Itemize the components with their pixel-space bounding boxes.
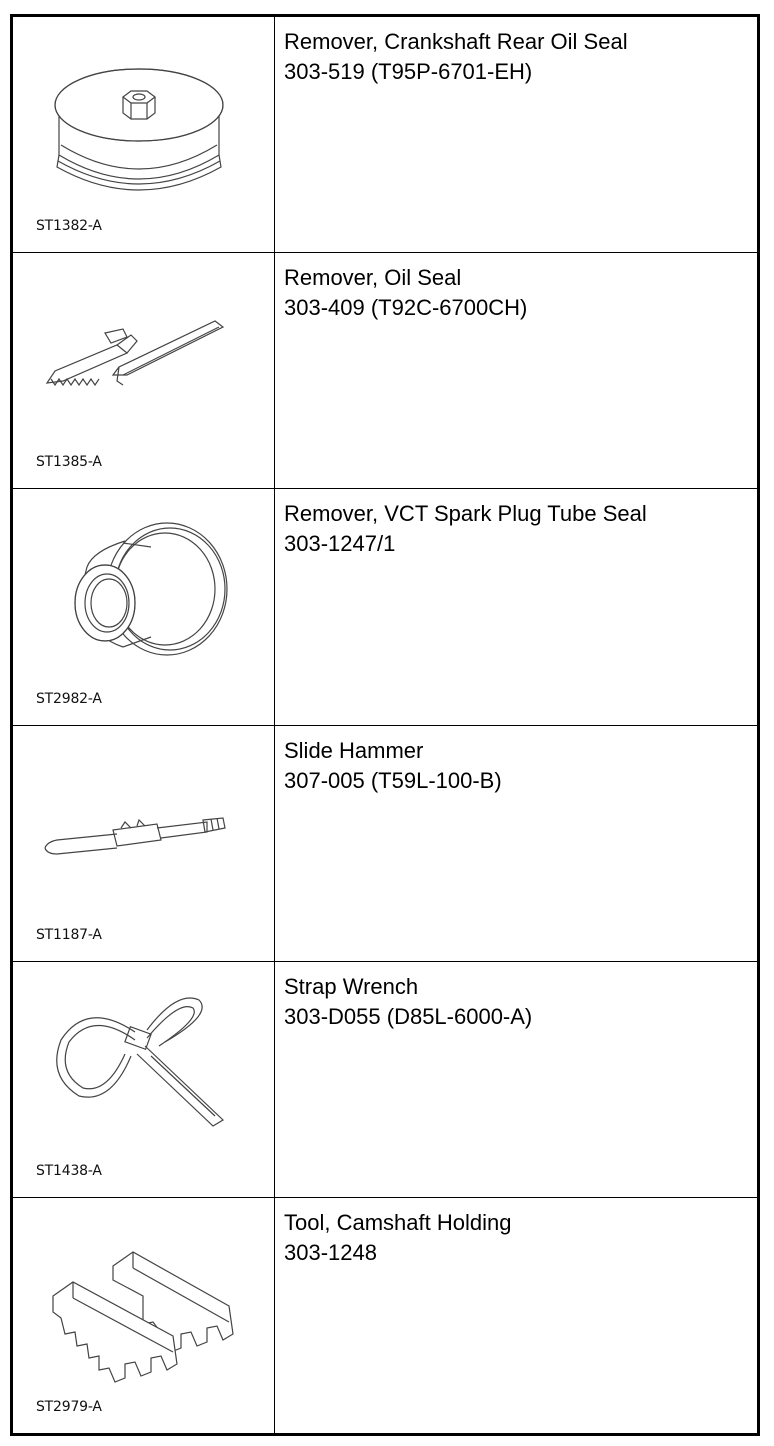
illustration-code: ST1438-A [36, 1162, 102, 1179]
tool-description-cell [275, 1198, 757, 1433]
table-row [13, 17, 757, 253]
tool-number: 303-519 (T95P-6701-EH) [284, 59, 533, 84]
illustration-code: ST1382-A [36, 218, 102, 235]
spark-plug-tube-seal-remover-icon [27, 507, 257, 677]
tool-description-cell [275, 489, 757, 724]
slide-hammer-icon [27, 744, 257, 914]
table-row [13, 489, 757, 725]
table-row [13, 962, 757, 1198]
table-row [13, 726, 757, 962]
tool-number: 303-1248 [284, 1239, 377, 1265]
tool-illustration-cell [13, 489, 275, 724]
tool-number: 307-005 (T59L-100-B) [284, 767, 502, 793]
tool-name: Slide Hammer [284, 737, 424, 763]
table-row [13, 253, 757, 489]
tool-number: 303-1247/1 [284, 531, 396, 557]
tool-name: Remover, VCT Spark Plug Tube Seal [284, 501, 647, 527]
camshaft-holding-tool-icon [27, 1216, 257, 1386]
tool-name: Remover, Crankshaft Rear Oil Seal [284, 29, 628, 54]
tool-illustration-cell [13, 962, 275, 1197]
tool-description-cell [275, 17, 757, 252]
table-row [13, 1198, 757, 1433]
tool-illustration-cell [13, 726, 275, 961]
crankshaft-seal-remover-icon [27, 35, 257, 205]
tool-illustration-cell [13, 1198, 275, 1433]
tool-illustration-cell [13, 17, 275, 252]
tool-name: Remover, Oil Seal [284, 265, 462, 291]
tool-number: 303-D055 (D85L-6000-A) [284, 1003, 533, 1029]
oil-seal-remover-icon [27, 271, 257, 441]
illustration-code: ST1187-A [36, 926, 102, 943]
illustration-code: ST2979-A [36, 1399, 102, 1416]
strap-wrench-icon [27, 980, 257, 1150]
tool-number: 303-409 (T92C-6700CH) [284, 295, 528, 321]
special-tools-table [10, 14, 760, 1436]
tool-description-cell [275, 962, 757, 1197]
illustration-code: ST1385-A [36, 454, 102, 471]
illustration-code: ST2982-A [36, 690, 102, 707]
tool-illustration-cell [13, 253, 275, 488]
tool-name: Tool, Camshaft Holding [284, 1209, 512, 1235]
tool-name: Strap Wrench [284, 973, 419, 999]
tool-description-cell [275, 253, 757, 488]
tool-description-cell [275, 726, 757, 961]
